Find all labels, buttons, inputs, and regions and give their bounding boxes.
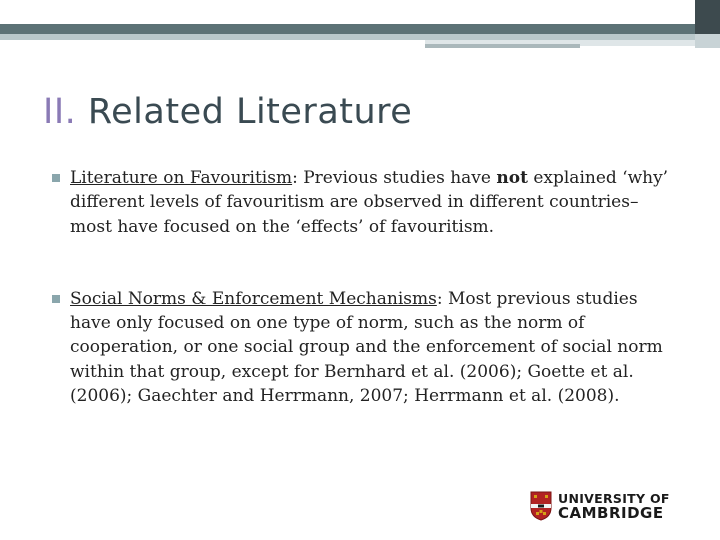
crest-icon (530, 491, 552, 521)
bullet-emphasis: not (496, 168, 528, 188)
bullet-square-icon (52, 295, 60, 303)
header-edge (695, 34, 720, 48)
bullet-lead: Social Norms & Enforcement Mechanisms (70, 288, 437, 309)
logo-line2: CAMBRIDGE (558, 504, 664, 522)
logo-wordmark (558, 491, 670, 521)
header-bar-corner (695, 0, 720, 34)
bullet-text: : Most previous studies have only focused on one type of norm, such as the norm of cooperation, or one social group and the enforcement of social norm within that group, except for Bernhard et al. (2006); Goette et al. (2006); Gaechter and Herrmann, 2007; Herrmann et al. (2008). (70, 288, 663, 407)
title-number: II. (43, 92, 77, 132)
title-text: Related Literature (76, 92, 413, 132)
logo-line1: UNIVERSITY OF (558, 491, 670, 506)
bullet-text-rest: explained ‘why’ different levels of favouritism are observed in different countries– most have focused on the ‘effects’ of favouritism. (70, 168, 669, 237)
university-logo (530, 491, 670, 521)
slide-title (43, 92, 412, 132)
bullet-lead: Literature on Favouritism (70, 168, 293, 188)
header-strip-accent (425, 44, 580, 48)
bullet-square-icon (52, 174, 60, 182)
header-bar (0, 24, 695, 34)
bullet-social-norms (52, 287, 672, 408)
bullet-list (52, 166, 672, 408)
bullet-text: : Previous studies have (292, 168, 497, 188)
bullet-favouritism (52, 166, 672, 239)
